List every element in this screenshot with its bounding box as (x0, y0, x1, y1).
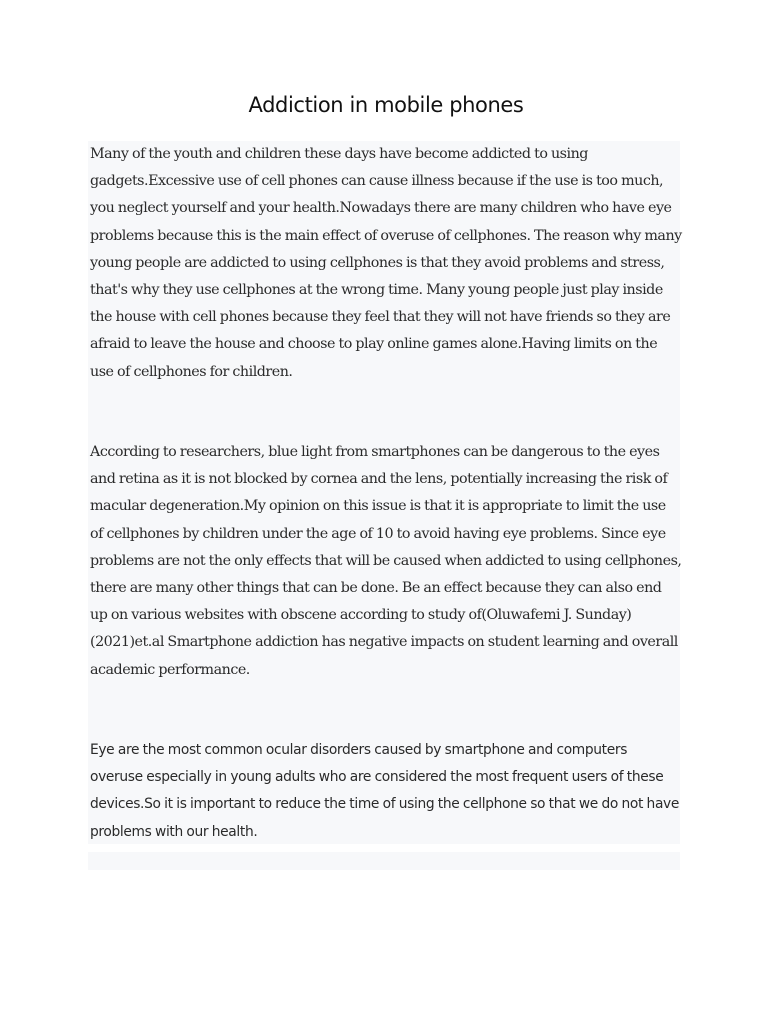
paragraph-3: Eye are the most common ocular disorders caused by smartphone and computers overuse especially in young adults who are considered the most frequent users of these devices.So it is important to reduce the time of using the cellphone so that we do not have problems with our health. (90, 742, 680, 840)
footer-strip (88, 852, 680, 870)
document-title: Addiction in mobile phones (248, 93, 524, 117)
paragraph-1: Many of the youth and children these days have become addicted to using gadgets.Excessive use of cell phones can cause illness because if the use is too much, you neglect yourself and your health.Nowadays there are many children who have eye problems because this is the main effect of overuse of cellphones. The reason why many young people are addicted to using cellphones is that they avoid problems and stress, that's why they use cellphones at the wrong time. Many young people just play inside the house with cell phones because they feel that they will not have friends so they are afraid to leave the house and choose to play online games alone.Having limits on the use of cellphones for children. (90, 146, 682, 380)
paragraph-2: According to researchers, blue light from smartphones can be dangerous to the eyes and retina as it is not blocked by cornea and the lens, potentially increasing the risk of macular degeneration.My opinion on this issue is that it is appropriate to limit the use of cellphones by children under the age of 10 to avoid having eye problems. Since eye problems are not the only effects that will be caused when addicted to using cellphones, there are many other things that can be done. Be an effect because they can also end up on various websites with obscene according to study of(Oluwafemi J. Sunday)(2021)et.al Smartphone addiction has negative impacts on student learning and overall academic performance. (90, 444, 682, 678)
